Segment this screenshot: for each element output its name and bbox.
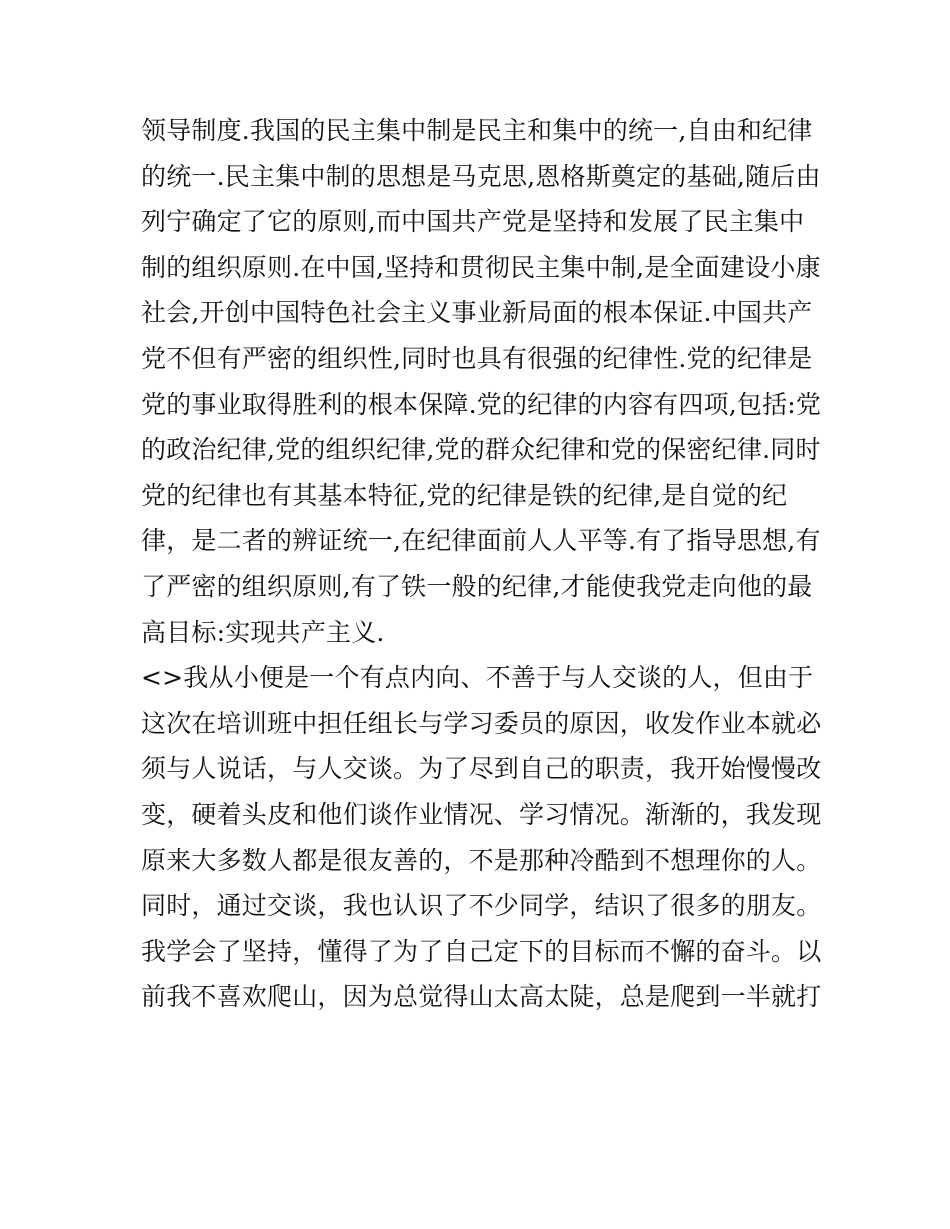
text-line: 的政治纪律,党的组织纪律,党的群众纪律和党的保密纪律.同时 <box>141 435 821 465</box>
text-line: <>我从小便是一个有点内向、不善于与人交谈的人，但由于 <box>141 663 814 693</box>
text-line: 我学会了坚持，懂得了为了自己定下的目标而不懈的奋斗。以 <box>141 936 822 966</box>
text-line: 高目标:实现共产主义. <box>141 617 385 647</box>
document-body <box>141 108 831 1020</box>
text-line: 党的事业取得胜利的根本保障.党的纪律的内容有四项,包括:党 <box>141 389 822 419</box>
text-line: 列宁确定了它的原则,而中国共产党是坚持和发展了民主集中 <box>141 207 805 237</box>
text-line: 了严密的组织原则,有了铁一般的纪律,才能使我党走向他的最 <box>141 571 813 601</box>
text-line: 制的组织原则.在中国,坚持和贯彻民主集中制,是全面建设小康 <box>141 252 821 282</box>
text-line: 律，是二者的辨证统一,在纪律面前人人平等.有了指导思想,有 <box>141 526 821 556</box>
text-line: 这次在培训班中担任组长与学习委员的原因，收发作业本就必 <box>141 708 822 738</box>
text-line: 社会,开创中国特色社会主义事业新局面的根本保证.中国共产 <box>141 298 813 328</box>
text-line: 党不但有严密的组织性,同时也具有很强的纪律性.党的纪律是 <box>141 343 813 373</box>
text-line: 原来大多数人都是很友善的，不是那种冷酷到不想理你的人。 <box>141 845 822 875</box>
text-line: 党的纪律也有其基本特征,党的纪律是铁的纪律,是自觉的纪 <box>141 480 788 510</box>
text-line: 的统一.民主集中制的思想是马克思,恩格斯奠定的基础,随后由 <box>141 161 821 191</box>
text-line: 变，硬着头皮和他们谈作业情况、学习情况。渐渐的，我发现 <box>141 799 822 829</box>
text-line: 同时，通过交谈，我也认识了不少同学，结识了很多的朋友。 <box>141 891 822 921</box>
text-line: 须与人说话，与人交谈。为了尽到自己的职责，我开始慢慢改 <box>141 754 822 784</box>
text-line: 前我不喜欢爬山，因为总觉得山太高太陡，总是爬到一半就打 <box>141 982 822 1012</box>
text-line: 领导制度.我国的民主集中制是民主和集中的统一,自由和纪律 <box>141 116 813 145</box>
